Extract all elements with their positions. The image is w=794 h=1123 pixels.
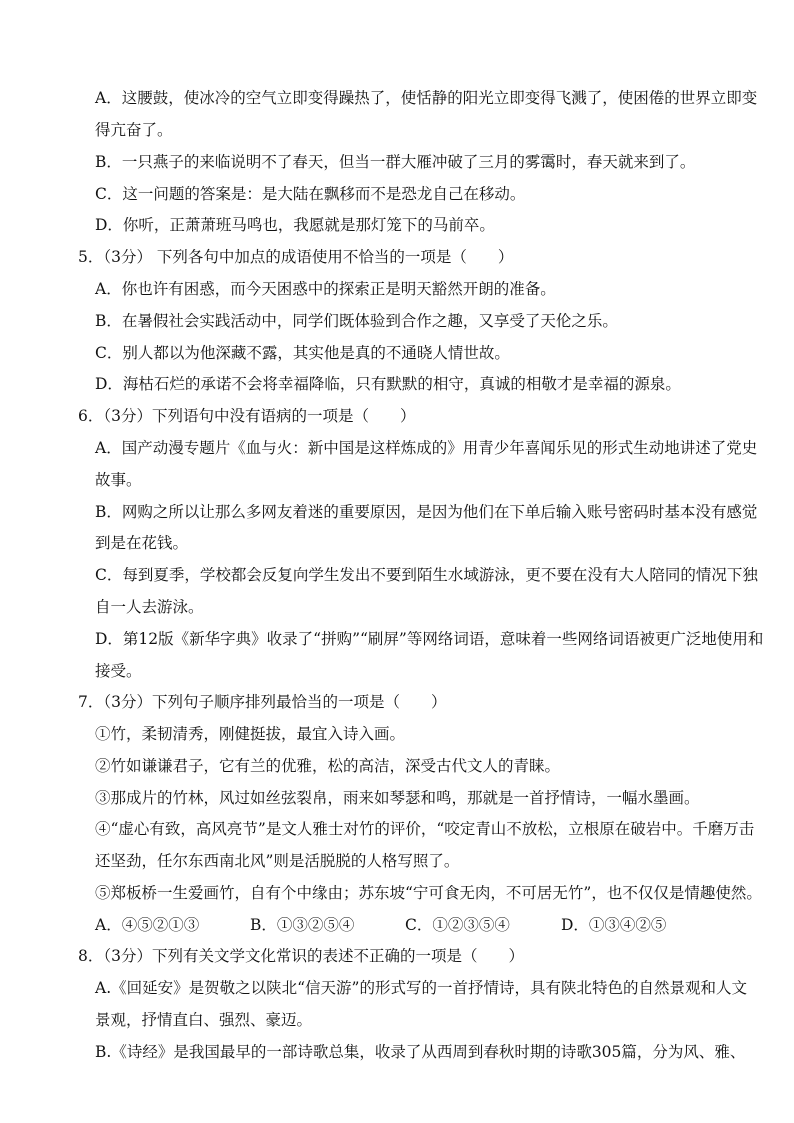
q7-option-b: B．①③②⑤④ <box>250 916 355 934</box>
q7-stem: 7．（3分）下列句子顺序排列最恰当的一项是（ ） <box>78 693 447 711</box>
q6-option-a-line1: A．国产动漫专题片《血与火：新中国是这样炼成的》用青少年喜闻乐见的形式生动地讲述了党史 <box>95 439 758 457</box>
q7-option-d: D．①③④②⑤ <box>561 916 667 934</box>
q5-stem: 5．（3分） 下列各句中加点的成语使用不恰当的一项是（ ） <box>78 248 514 266</box>
q6-option-a-line2: 故事。 <box>95 471 142 489</box>
q8-stem: 8．（3分）下列有关文学文化常识的表述不正确的一项是（ ） <box>78 947 524 965</box>
q6-option-b-line2: 到是在花钱。 <box>95 534 189 552</box>
q4-option-a-line2: 得亢奋了。 <box>95 121 173 139</box>
q5-option-d: D．海枯石烂的承诺不会将幸福降临，只有默默的相守，真诚的相敬才是幸福的源泉。 <box>95 375 681 393</box>
q5-option-b: B．在暑假社会实践活动中，同学们既体验到合作之趣，又享受了天伦之乐。 <box>95 312 618 330</box>
q6-stem: 6．（3分）下列语句中没有语病的一项是（ ） <box>78 407 416 425</box>
q7-sentence-4-line1: ④“虚心有致，高风亮节”是文人雅士对竹的评价，“咬定青山不放松，立根原在破岩中。千磨万击 <box>95 820 755 838</box>
q6-option-c-line1: C．每到夏季，学校都会反复向学生发出不要到陌生水域游泳，更不要在没有大人陪同的情况下独 <box>95 566 758 584</box>
q7-sentence-4-line2: 还坚劲，任尔东西南北风”则是活脱脱的人格写照了。 <box>95 852 460 870</box>
q7-option-c: C．①②③⑤④ <box>405 916 510 934</box>
q7-sentence-5: ⑤郑板桥一生爱画竹，自有个中缘由；苏东坡“宁可食无肉，不可居无竹”，也不仅仅是情趣使然。 <box>95 884 762 902</box>
q7-sentence-2: ②竹如谦谦君子，它有兰的优雅，松的高洁，深受古代文人的青睐。 <box>95 757 561 775</box>
q8-option-a-line2: 景观，抒情直白、强烈、豪迈。 <box>95 1011 313 1029</box>
q7-sentence-3: ③那成片的竹林，风过如丝弦裂帛，雨来如琴瑟和鸣，那就是一首抒情诗，一幅水墨画。 <box>95 789 700 807</box>
q4-option-b: B．一只燕子的来临说明不了春天，但当一群大雁冲破了三月的雾霭时，春天就来到了。 <box>95 153 696 171</box>
q8-option-b-line1: B.《诗经》是我国最早的一部诗歌总集，收录了从西周到春秋时期的诗歌305篇，分为风、雅、 <box>95 1043 746 1061</box>
q8-option-a-line1: A.《回延安》是贺敬之以陕北“信天游”的形式写的一首抒情诗，具有陕北特色的自然景观和人文 <box>95 979 747 997</box>
q6-option-d-line1: D．第12版《新华字典》收录了“拼购”“刷屏”等网络词语，意味着一些网络词语被更广泛地使用和 <box>95 630 764 648</box>
q4-option-c: C．这一问题的答案是：是大陆在飘移而不是恐龙自己在移动。 <box>95 185 526 203</box>
q6-option-d-line2: 接受。 <box>95 662 142 680</box>
q5-option-a: A．你也许有困惑，而今天困惑中的探索正是明天豁然开朗的准备。 <box>95 280 556 298</box>
q4-option-d: D．你听，正萧萧班马鸣也，我愿就是那灯笼下的马前卒。 <box>95 216 495 234</box>
q4-option-a-line1: A．这腰鼓，使冰冷的空气立即变得躁热了，使恬静的阳光立即变得飞溅了，使困倦的世界立即变 <box>95 89 758 107</box>
q7-option-a: A．④⑤②①③ <box>95 916 200 934</box>
q6-option-c-line2: 自一人去游泳。 <box>95 598 204 616</box>
q6-option-b-line1: B．网购之所以让那么多网友着迷的重要原因，是因为他们在下单后输入账号密码时基本没有感觉 <box>95 503 758 521</box>
q7-sentence-1: ①竹，柔韧清秀，刚健挺拔，最宜入诗入画。 <box>95 725 406 743</box>
q7-choices <box>95 915 666 935</box>
q5-option-c: C．别人都以为他深藏不露，其实他是真的不通晓人情世故。 <box>95 344 510 362</box>
